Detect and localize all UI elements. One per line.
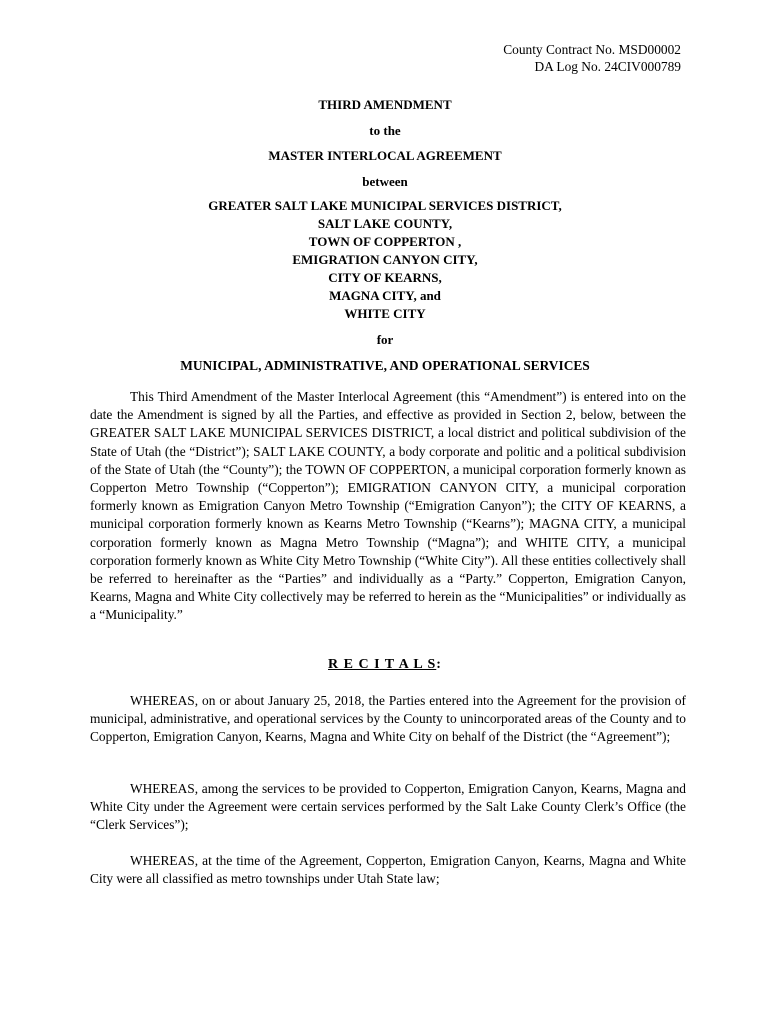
intro-paragraph [90,388,686,625]
party-name: CITY OF KEARNS, [328,270,442,285]
party-name: WHITE CITY [344,306,426,321]
party-name: EMIGRATION CANYON CITY, [292,252,478,267]
whereas-paragraph-2 [90,780,686,835]
agreement-name: MASTER INTERLOCAL AGREEMENT [268,148,502,163]
whereas-paragraph-1 [90,692,686,747]
whereas-paragraph-3-text: WHEREAS, at the time of the Agreement, Copperton, Emigration Canyon, Kearns, Magna and White City were all classified as metro townships under Utah State law; [90,853,686,887]
title-connector-between: between [362,174,408,189]
party-name: MAGNA CITY, and [329,288,441,303]
da-log-number: DA Log No. 24CIV000789 [534,59,681,74]
intro-paragraph-text: This Third Amendment of the Master Interlocal Agreement (this “Amendment”) is entered into on the date the Amendment is signed by all the Parties, and effective as provided in Section 2, below, between the GREATER SALT LAKE MUNICIPAL SERVICES DISTRICT, a local district and political subdivision of the State of Utah (the “District”); SALT LAKE COUNTY, a body corporate and politic and a political subdivision of the State of Utah (the “County”); the TOWN OF COPPERTON, a municipal corporation formerly known as Copperton Metro Township (“Copperton”); EMIGRATION CANYON CITY, a municipal corporation formerly known as Emigration Canyon Metro Township (“Emigration Canyon”); the CITY OF KEARNS, a municipal corporation formerly known as Kearns Metro Township (“Kearns”); MAGNA CITY, a municipal corporation formerly known as Magna Metro Township (“Magna”); and WHITE CITY, a municipal corporation formerly known as White City Metro Township (“White City”). All these entities collectively shall be referred to hereinafter as the “Parties” and individually as a “Party.” Copperton, Emigration Canyon, Kearns, Magna and White City collectively may be referred to herein as the “Municipalities” or individually as a “Municipality.” [90,389,686,623]
whereas-paragraph-3 [90,852,686,888]
document-header [503,41,681,75]
contract-number: County Contract No. MSD00002 [503,42,681,57]
parties-list [0,197,770,323]
document-title: THIRD AMENDMENT [318,97,452,112]
title-connector-for: for [376,332,394,347]
party-name: SALT LAKE COUNTY, [317,216,453,231]
party-name: GREATER SALT LAKE MUNICIPAL SERVICES DISTRICT, [208,198,562,213]
recitals-heading-text: R E C I T A L S [328,657,437,672]
title-connector-to-the: to the [369,123,401,138]
services-heading: MUNICIPAL, ADMINISTRATIVE, AND OPERATIONAL SERVICES [180,358,590,373]
recitals-heading-colon: : [436,657,442,672]
whereas-paragraph-2-text: WHEREAS, among the services to be provided to Copperton, Emigration Canyon, Kearns, Magna and White City under the Agreement were certain services performed by the Salt Lake County Clerk’s Office (the “Clerk Services”); [90,781,686,833]
whereas-paragraph-1-text: WHEREAS, on or about January 25, 2018, the Parties entered into the Agreement for the provision of municipal, administrative, and operational services by the County to unincorporated areas of the County and to Copperton, Emigration Canyon, Kearns, Magna and White City on behalf of the District (the “Agreement”); [90,693,686,745]
recitals-heading [0,656,770,674]
party-name: TOWN OF COPPERTON , [308,234,462,249]
